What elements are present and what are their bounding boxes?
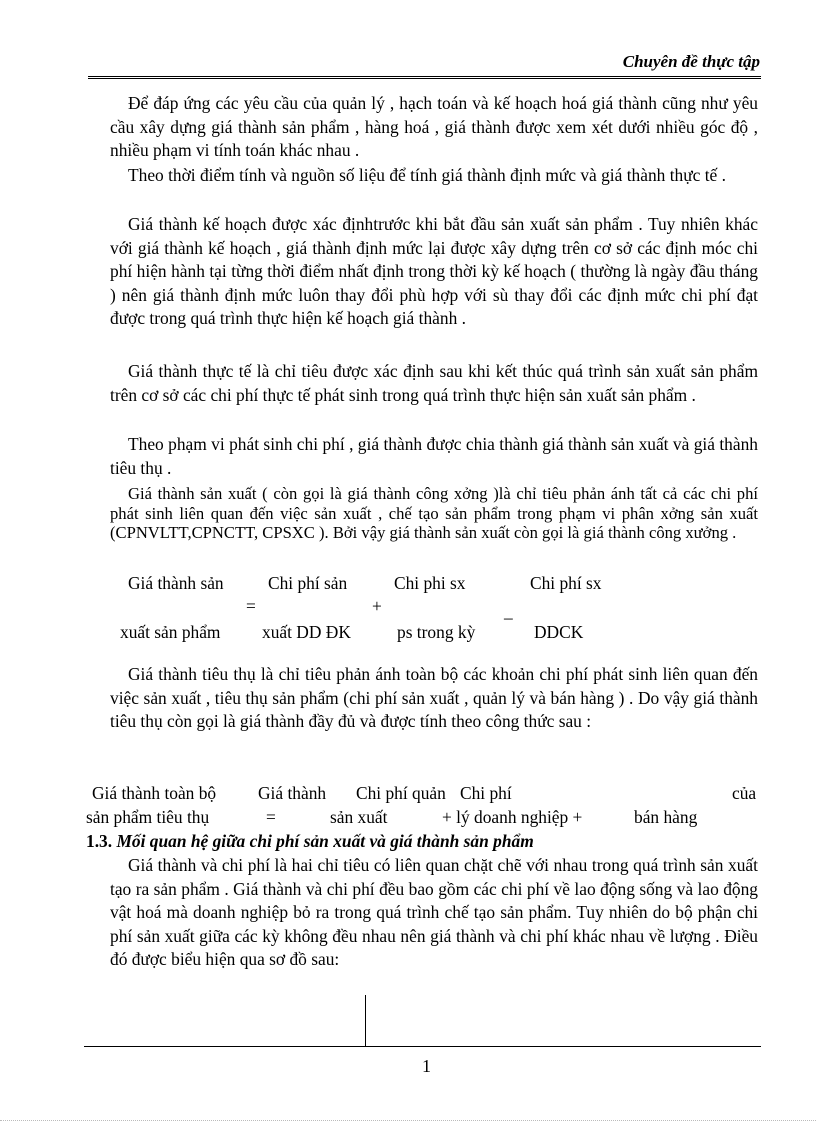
paragraph-3-text: Giá thành kế hoạch được xác địnhtrước khi bắt đầu sản xuất sản phẩm . Tuy nhiên khác với giá thành kế hoạch , giá thành định mức lại được xây dựng trên cơ sở các định móc chi phí hiện hành tại từng thời điểm nhất định trong thời kỳ kế hoạch ( thường là ngày đầu tháng ) nên giá thành định mức luôn thay đổi phù hợp với sù thay đổi các định mức chi phí đạt được trong quá trình thực hiện kế hoạch giá thành . xyxy=(110,214,758,328)
formula1-label-closing-wip-2: DDCK xyxy=(534,622,584,642)
paragraph-5-text: Theo phạm vi phát sinh chi phí , giá thành được chia thành giá thành sản xuất và giá thành tiêu thụ . xyxy=(110,434,758,478)
formula1-label-production-cost: Giá thành sản xyxy=(128,573,224,593)
formula1-label-opening-wip: Chi phí sản xyxy=(268,573,348,593)
formula2-equals-sign: = xyxy=(266,807,276,827)
paragraph-6-text: Giá thành sản xuất ( còn gọi là giá thành công xởng )là chỉ tiêu phản ánh tất cả các chi phí phát sinh liên quan đến việc sản xuất , chế tạo sản phẩm trong phạm vi phân xởng sản xuất (CPNVLTT,CPNCTT, CPSXC ). Bởi vậy giá thành sản xuất còn gọi là giá thành công xưởng . xyxy=(110,484,758,542)
formula2-label-admin-plus: + lý doanh nghiệp + xyxy=(442,807,583,827)
paragraph-5 xyxy=(110,433,758,480)
formula2-label-production-cost: Giá thành xyxy=(258,783,327,803)
paragraph-4-text: Giá thành thực tế là chỉ tiêu được xác định sau khi kết thúc quá trình sản xuất sản phẩm trên cơ sở các chi phí thực tế phát sinh trong quá trình thực hiện sản xuất sản phẩm . xyxy=(110,361,758,405)
formula1-label-product-output: xuất sản phẩm xyxy=(120,622,221,642)
paragraph-7-text: Giá thành tiêu thụ là chỉ tiêu phản ánh toàn bộ các khoản chi phí phát sinh liên quan đến việc sản xuất , tiêu thụ sản phẩm (chi phí sản xuất , quản lý và bán hàng ) . Do vậy giá thành tiêu thụ còn gọi là giá thành đầy đủ và được tính theo công thức sau : xyxy=(110,664,758,731)
paragraph-3 xyxy=(110,213,758,331)
footer-rule xyxy=(84,1046,761,1047)
paragraph-2 xyxy=(110,164,758,188)
paragraph-1-text: Để đáp ứng các yêu cầu của quản lý , hạch toán và kế hoạch hoá giá thành cũng như yêu cầu xây dựng giá thành sản phẩm , hàng hoá , giá thành được xem xét dưới nhiều góc độ , nhiều phạm vi tính toán khác nhau . xyxy=(110,93,758,160)
formula1-label-period-cost-2: ps trong kỳ xyxy=(397,622,476,642)
page-boundary xyxy=(0,1120,816,1121)
paragraph-4 xyxy=(110,360,758,407)
page-number: 1 xyxy=(422,1056,431,1076)
paragraph-6 xyxy=(110,484,758,543)
formula1-label-period-cost: Chi phi sx xyxy=(394,573,466,593)
formula2-label-sold-products: sản phẩm tiêu thụ xyxy=(86,807,210,827)
formula1-label-opening-wip-2: xuất DD ĐK xyxy=(262,622,351,642)
formula2-label-sales: bán hàng xyxy=(634,807,698,827)
paragraph-7 xyxy=(110,663,758,734)
formula2-label-total-cost: Giá thành toàn bộ xyxy=(92,783,217,803)
formula2-label-selling-cost: Chi phí xyxy=(460,783,512,803)
paragraph-8-text: Giá thành và chi phí là hai chỉ tiêu có liên quan chặt chẽ với nhau trong quá trình sản xuất tạo ra sản phẩm . Giá thành và chi phí đều bao gồm các chi phí về lao động sống và lao động vật hoá mà doanh nghiệp bỏ ra trong quá trình chế tạo sản phẩm. Tuy nhiên do bộ phận chi phí sản xuất giữa các kỳ không đều nhau nên giá thành và chi phí khác nhau về lượng . Điều đó được biểu hiện qua sơ đồ sau: xyxy=(110,855,758,969)
header-rule xyxy=(88,76,761,79)
formula1-minus-sign: _ xyxy=(504,601,513,621)
paragraph-8 xyxy=(110,854,758,972)
diagram-vertical-line xyxy=(365,995,366,1047)
formula1-equals-sign: = xyxy=(246,596,256,616)
formula1-label-closing-wip: Chi phí sx xyxy=(530,573,602,593)
formula2-label-admin-cost: Chi phí quản xyxy=(356,783,446,803)
formula2-label-production: sản xuất xyxy=(330,807,388,827)
section-number: 1.3. xyxy=(86,831,113,851)
header-title: Chuyên đề thực tập xyxy=(622,52,760,71)
paragraph-2-text: Theo thời điểm tính và nguồn số liệu để tính giá thành định mức và giá thành thực tế . xyxy=(128,165,726,185)
paragraph-1 xyxy=(110,92,758,163)
formula2-label-of: của xyxy=(732,783,757,803)
formula1-plus-sign: + xyxy=(372,596,382,616)
section-title: Mối quan hệ giữa chi phí sản xuất và giá thành sản phẩm xyxy=(116,831,534,851)
section-heading xyxy=(86,831,534,852)
